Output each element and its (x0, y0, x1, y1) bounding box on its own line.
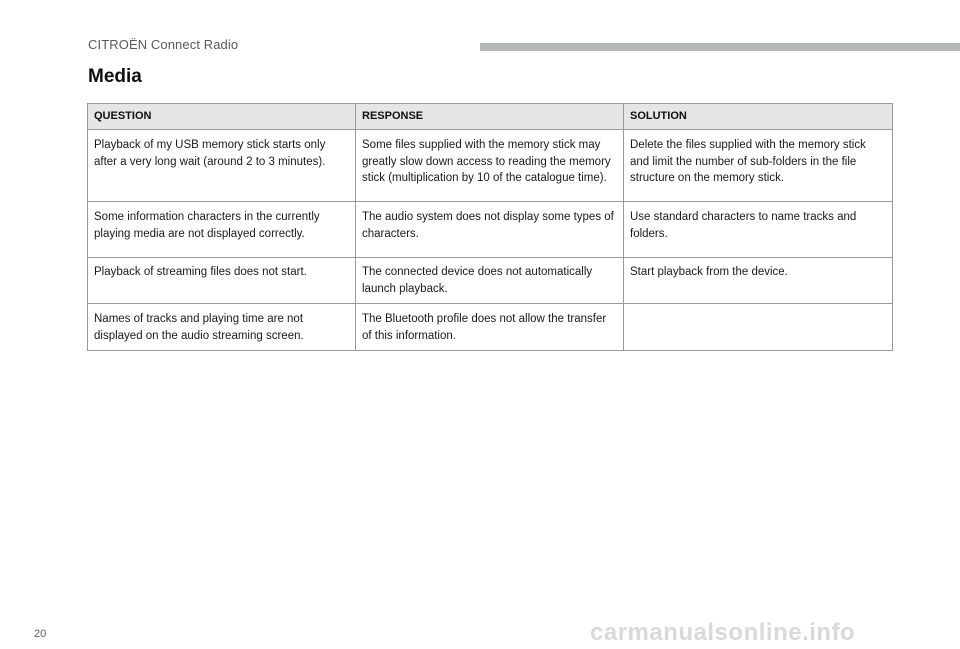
response-cell: The Bluetooth profile does not allow the transfer of this information. (356, 304, 624, 351)
header-bar (480, 43, 960, 51)
column-header-question: QUESTION (88, 104, 356, 130)
table-row (88, 304, 893, 351)
column-header-solution: SOLUTION (624, 104, 893, 130)
page-number: 20 (34, 628, 47, 640)
response-cell: Some files supplied with the memory stick may greatly slow down access to reading the memory stick (multiplication by 10 of the catalogue time). (356, 130, 624, 202)
question-cell: Some information characters in the currently playing media are not displayed correctly. (88, 202, 356, 258)
question-cell: Playback of my USB memory stick starts only after a very long wait (around 2 to 3 minutes). (88, 130, 356, 202)
column-header-response: RESPONSE (356, 104, 624, 130)
watermark: carmanualsonline.info (590, 619, 856, 646)
solution-cell (624, 304, 893, 351)
question-cell: Names of tracks and playing time are not displayed on the audio streaming screen. (88, 304, 356, 351)
solution-cell: Start playback from the device. (624, 258, 893, 304)
section-title: Media (88, 66, 142, 87)
table-row (88, 202, 893, 258)
header-brand: CITROËN Connect Radio (88, 37, 239, 52)
question-cell: Playback of streaming files does not start. (88, 258, 356, 304)
faq-table (87, 103, 893, 351)
solution-cell: Delete the files supplied with the memory stick and limit the number of sub-folders in the file structure on the memory stick. (624, 130, 893, 202)
table-row (88, 130, 893, 202)
table-row (88, 258, 893, 304)
solution-cell: Use standard characters to name tracks and folders. (624, 202, 893, 258)
response-cell: The audio system does not display some types of characters. (356, 202, 624, 258)
response-cell: The connected device does not automatically launch playback. (356, 258, 624, 304)
table-header-row (88, 104, 893, 130)
